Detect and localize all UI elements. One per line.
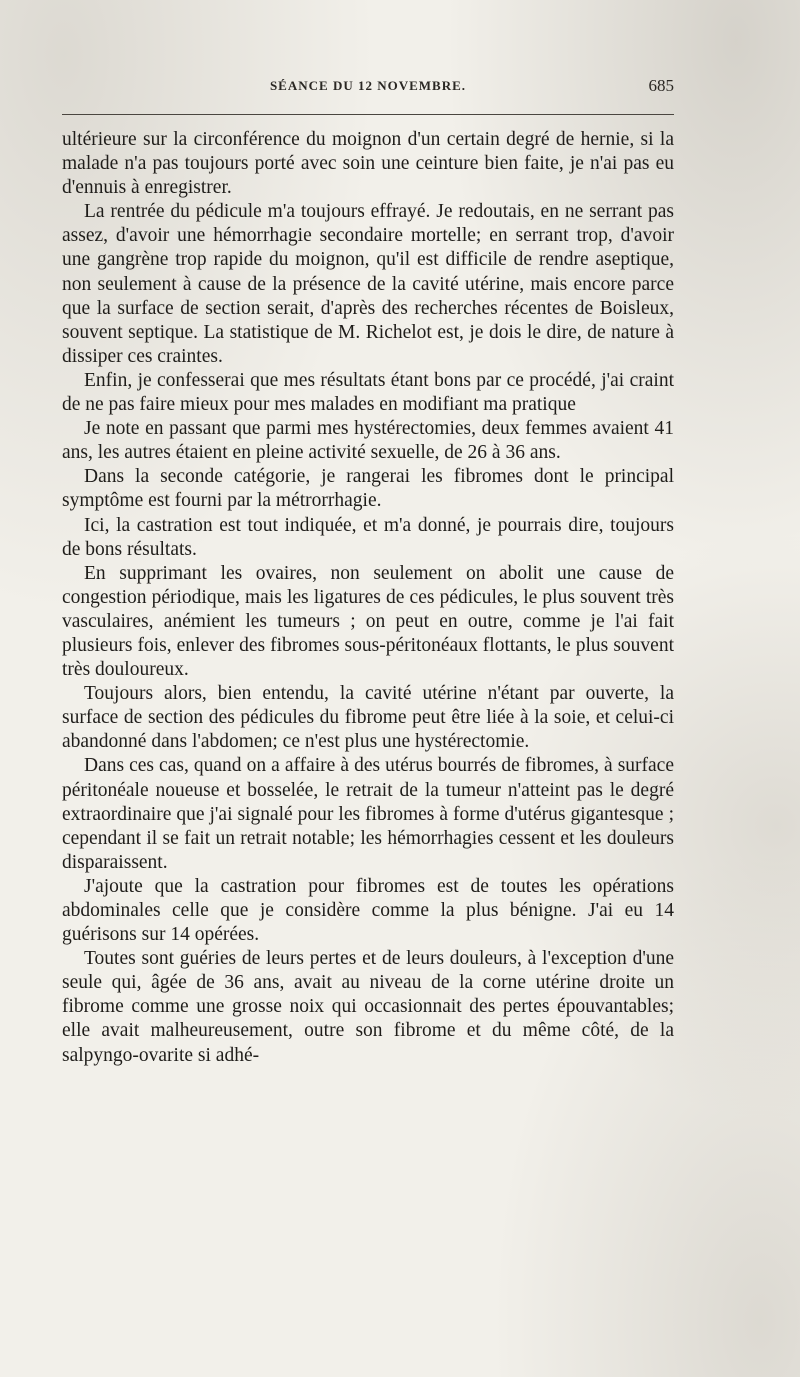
paragraph: Toujours alors, bien entendu, la cavité utérine n'étant par ouverte, la surface de section des pédicules du fibrome peut être liée à la soie, et celui-ci abandonné dans l'abdomen; ce n'est plus une hystérectomie.: [62, 683, 674, 753]
paragraph: Enfin, je confesserai que mes résultats étant bons par ce procédé, j'ai craint de ne pas faire mieux pour mes malades en modifiant ma pratique: [62, 369, 674, 416]
paragraph: En supprimant les ovaires, non seulement on abolit une cause de congestion périodique, mais les ligatures de ces pédicules, le plus souvent très vasculaires, anémient les tumeurs ; on peut en outre, comme je l'ai fait plusieurs fois, enlever des fibromes sous-péritonéaux flottants, le plus souvent très douloureux.: [62, 562, 674, 681]
paragraph: Je note en passant que parmi mes hystérectomies, deux femmes avaient 41 ans, les autres étaient en pleine activité sexuelle, de 26 à 36 ans.: [62, 418, 674, 464]
paragraph: J'ajoute que la castration pour fibromes est de toutes les opérations abdominales celle que je considère comme la plus bénigne. J'ai eu 14 guérisons sur 14 opérées.: [62, 875, 674, 946]
paragraph: ultérieure sur la circonférence du moignon d'un certain degré de hernie, si la malade n'a pas toujours porté avec soin une ceinture bien faite, je n'ai pas eu d'ennuis à enregistrer.: [62, 129, 674, 199]
paragraph: La rentrée du pédicule m'a toujours effrayé. Je redoutais, en ne serrant pas assez, d'avoir une hémorrhagie secondaire mortelle; en serrant trop, d'avoir une gangrène trop rapide du moignon, qu'il est difficile de rendre aseptique, non seulement à cause de la présence de la cavité utérine, mais encore parce que la surface de section serait, d'après des recherches récentes de Boisleux, souvent septique. La statistique de M. Richelot est, je dois le dire, de nature à dissiper ces craintes.: [62, 201, 674, 367]
header-rule: [62, 114, 674, 115]
running-title: SÉANCE DU 12 NOVEMBRE.: [269, 78, 467, 93]
paragraph: Dans ces cas, quand on a affaire à des utérus bourrés de fibromes, à surface péritonéale noueuse et bosselée, le retrait de la tumeur n'atteint pas le degré extraordinaire que j'ai signalé pour les fibromes à forme d'utérus gigantesque ; cependant il se fait un retrait notable; les hémorrhagies cessent et les douleurs disparaissent.: [62, 755, 674, 873]
page-number: 685: [648, 76, 674, 95]
running-head: [62, 78, 674, 100]
body-text: [62, 128, 674, 1068]
paragraph: Ici, la castration est tout indiquée, et m'a donné, je pourrais dire, toujours de bons résultats.: [62, 514, 674, 560]
paragraph: Toutes sont guéries de leurs pertes et de leurs douleurs, à l'exception d'une seule qui, âgée de 36 ans, avait au niveau de la corne utérine droite un fibrome comme une grosse noix qui occasionnait des pertes épouvantables; elle avait malheureusement, outre son fibrome et du même côté, de la salpyngo-ovarite si adhé-: [62, 948, 674, 1066]
paragraph: Dans la seconde catégorie, je rangerai les fibromes dont le principal symptôme est fourni par la métrorrhagie.: [62, 466, 674, 512]
